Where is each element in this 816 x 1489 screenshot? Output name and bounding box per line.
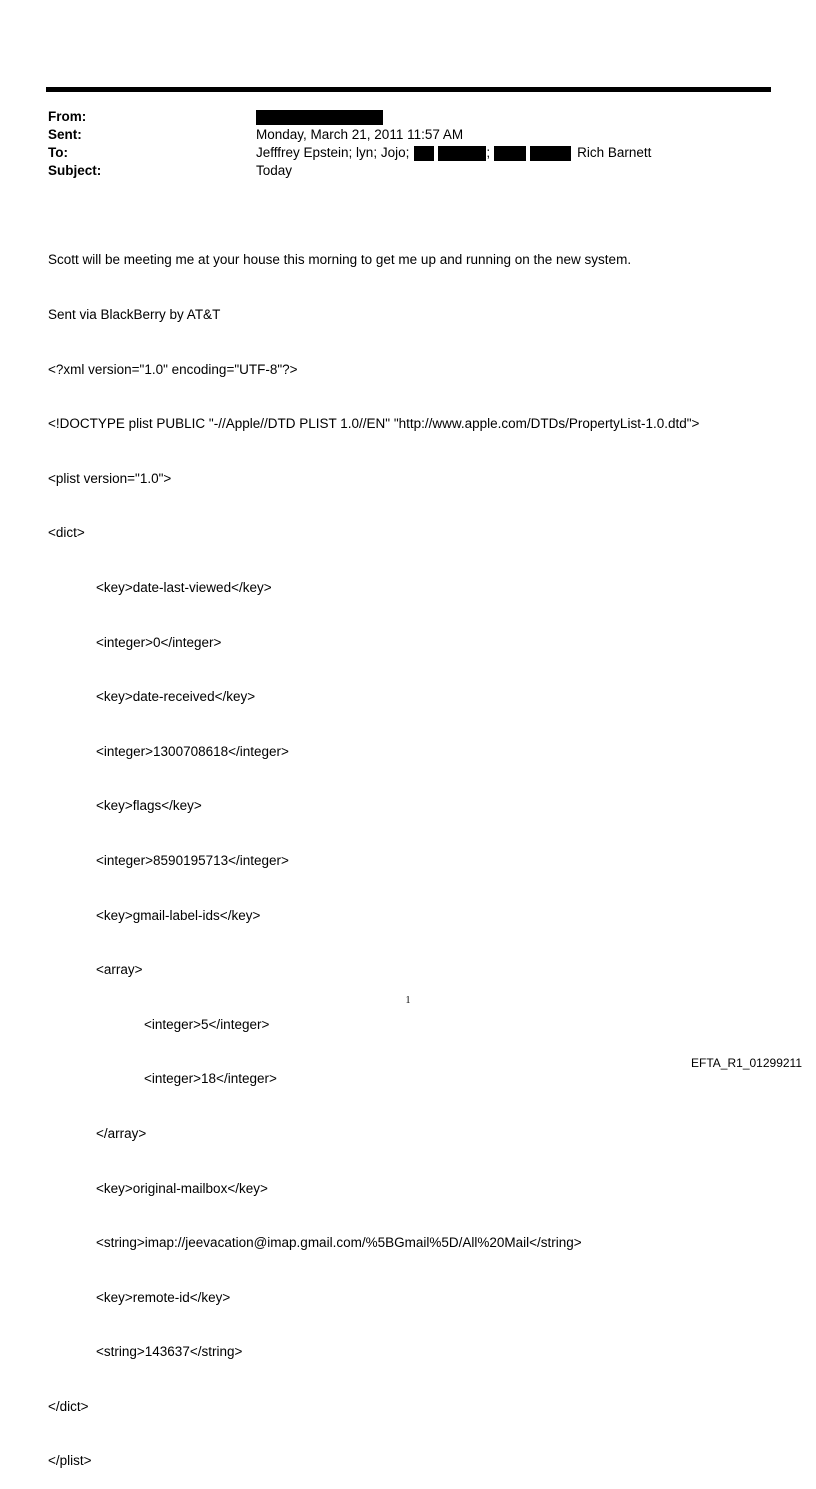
to-recipient-last: Rich Barnett	[577, 145, 652, 160]
body-line: <integer>18</integer>	[144, 1071, 277, 1087]
body-line: <string>imap://jeevacation@imap.gmail.com/%5BGmail%5D/All%20Mail</string>	[96, 1235, 582, 1251]
from-row	[48, 108, 748, 126]
to-row	[48, 144, 748, 162]
sent-label: Sent:	[48, 127, 82, 142]
subject-value: Today	[256, 163, 293, 178]
body-line: </array>	[96, 1125, 147, 1141]
redaction-box	[438, 146, 486, 161]
body-line: <key>flags</key>	[96, 798, 202, 814]
body-line: </plist>	[48, 1453, 92, 1469]
body-line: <array>	[96, 962, 143, 978]
body-line: <key>date-last-viewed</key>	[96, 579, 272, 595]
body-line: <integer>8590195713</integer>	[96, 852, 289, 868]
document-id: EFTA_R1_01299211	[691, 1056, 802, 1070]
redaction-box	[414, 146, 434, 161]
body-line: <key>original-mailbox</key>	[96, 1180, 268, 1196]
body-line: <dict>	[48, 525, 85, 541]
body-line: </dict>	[48, 1398, 89, 1414]
body-line: <key>remote-id</key>	[96, 1289, 231, 1305]
body-line: <key>gmail-label-ids</key>	[96, 907, 261, 923]
email-body	[48, 215, 788, 1489]
email-header	[48, 108, 748, 180]
to-recipients-text: Jefffrey Epstein; lyn; Jojo;	[256, 145, 410, 160]
body-line: <integer>1300708618</integer>	[96, 743, 289, 759]
body-line: <integer>0</integer>	[96, 634, 222, 650]
redaction-box	[494, 146, 526, 161]
redaction-box	[530, 146, 571, 161]
to-value	[256, 144, 651, 162]
subject-label: Subject:	[48, 163, 102, 178]
body-line: <!DOCTYPE plist PUBLIC "-//Apple//DTD PLIST 1.0//EN" "http://www.apple.com/DTDs/PropertyList-1.0.dtd">	[48, 416, 700, 432]
sent-row	[48, 126, 748, 144]
from-value	[256, 110, 383, 125]
body-line: <integer>5</integer>	[144, 1016, 270, 1032]
subject-row	[48, 162, 748, 180]
redaction-box	[256, 110, 383, 125]
to-label: To:	[48, 145, 68, 160]
body-line: <key>date-received</key>	[96, 689, 256, 705]
page-number: 1	[405, 995, 411, 1006]
sent-value: Monday, March 21, 2011 11:57 AM	[256, 127, 464, 142]
to-separator: ;	[486, 145, 491, 160]
from-label: From:	[48, 109, 87, 124]
body-line: Scott will be meeting me at your house this morning to get me up and running on the new system.	[48, 252, 632, 268]
body-line: Sent via BlackBerry by AT&T	[48, 307, 221, 322]
body-line: <?xml version="1.0" encoding="UTF-8"?>	[48, 361, 298, 377]
header-rule	[46, 87, 771, 92]
body-line: <string>143637</string>	[96, 1344, 243, 1360]
body-line: <plist version="1.0">	[48, 470, 172, 486]
